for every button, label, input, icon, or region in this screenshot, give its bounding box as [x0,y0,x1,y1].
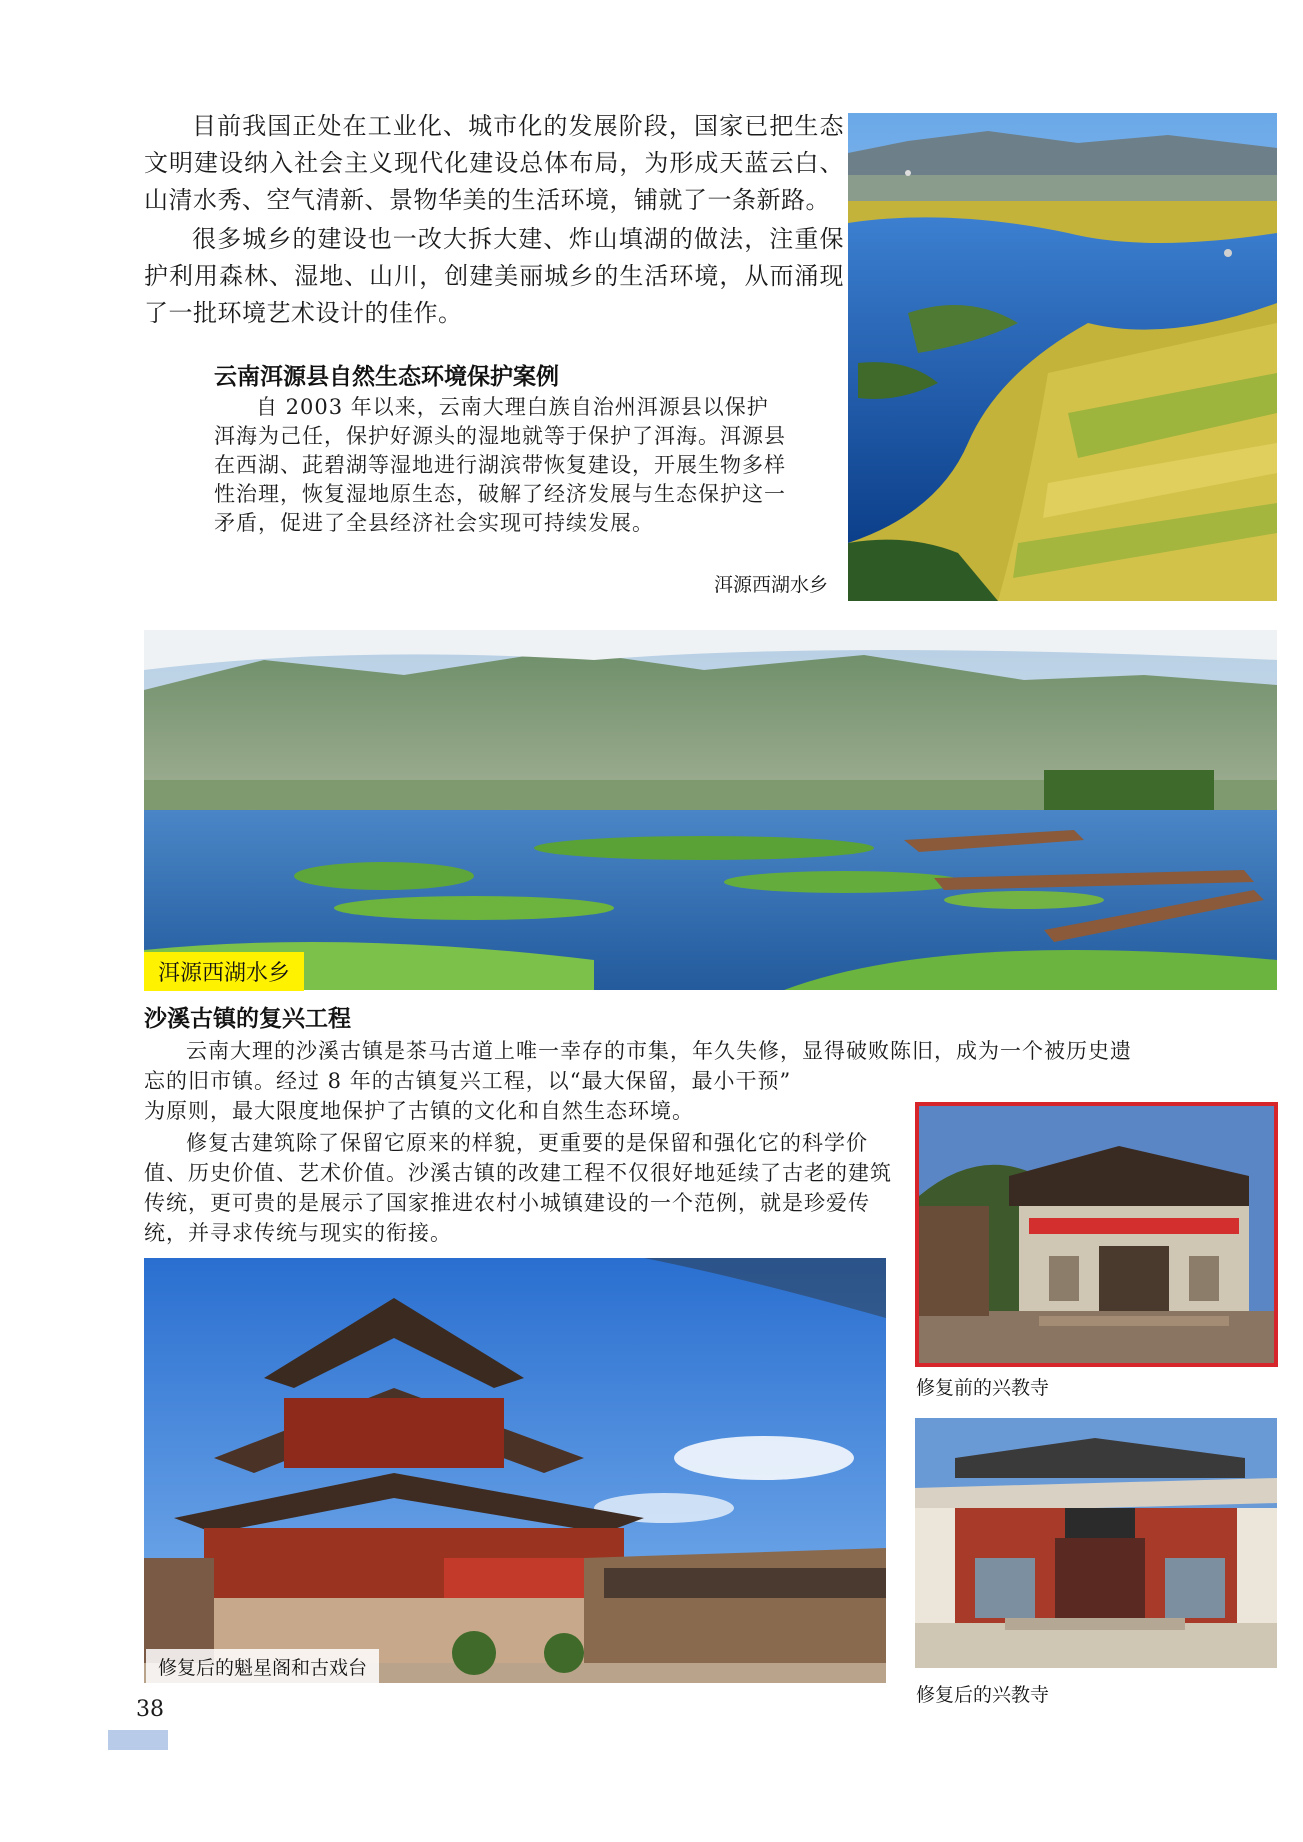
photo4-caption: 修复后的魁星阁和古戏台 [146,1649,379,1684]
case1-text: 自 2003 年以来，云南大理白族自治州洱源县以保护洱海为己任，保护好源头的湿地就等于保护了洱海。洱源县在西湖、茈碧湖等湿地进行湖滨带恢复建设，开展生物多样性治理，恢复湿地原生态，破解了经济发展与生态保护这一矛盾，促进了全县经济社会实现可持续发展。 [214,395,786,535]
case2-title: 沙溪古镇的复兴工程 [144,1006,351,1032]
case2-paragraph-2-wrap [144,1128,892,1248]
case2-p1-line3: 为原则，最大限度地保护了古镇的文化和自然生态环境。 [144,1099,694,1123]
photo1-caption: 洱源西湖水乡 [714,574,829,596]
case2-paragraph-2: 修复古建筑除了保留它原来的样貌，更重要的是保留和强化它的科学价值、历史价值、艺术价值。沙溪古镇的改建工程不仅很好地延续了古老的建筑传统，更可贵的是展示了国家推进农村小城镇建设的一个范例，就是珍爱传统，并寻求传统与现实的衔接。 [144,1131,892,1245]
intro-paragraph-1: 目前我国正处在工业化、城市化的发展阶段，国家已把生态文明建设纳入社会主义现代化建设总体布局，为形成天蓝云白、山清水秀、空气清新、景物华美的生活环境，铺就了一条新路。 [144,112,844,214]
photo5-caption: 修复后的兴教寺 [916,1684,1050,1706]
case2-p1-line1: 云南大理的沙溪古镇是茶马古道上唯一幸存的市集，年久失修，显得破败陈旧，成为一个被历史遗 [186,1039,1132,1063]
photo-temple-before [915,1102,1278,1367]
page-number: 38 [136,1697,164,1722]
photo-temple-after [915,1418,1277,1668]
photo3-caption: 修复前的兴教寺 [916,1377,1050,1399]
photo-lake-panorama [144,630,1277,990]
footer-bar [108,1730,168,1750]
photo2-caption: 洱源西湖水乡 [144,952,304,991]
case1-title: 云南洱源县自然生态环境保护案例 [214,364,559,390]
photo-wetland-aerial [848,113,1277,601]
case2-p1-line2: 忘的旧市镇。经过 8 年的古镇复兴工程，以“最大保留，最小干预” [144,1069,792,1093]
intro-paragraph-2: 很多城乡的建设也一改大拆大建、炸山填湖的做法，注重保护利用森林、湿地、山川，创建美丽城乡的生活环境，从而涌现了一批环境艺术设计的佳作。 [144,225,844,327]
photo-pavilion-stage [144,1258,886,1683]
intro-text [144,108,844,332]
case1-body [214,393,786,538]
